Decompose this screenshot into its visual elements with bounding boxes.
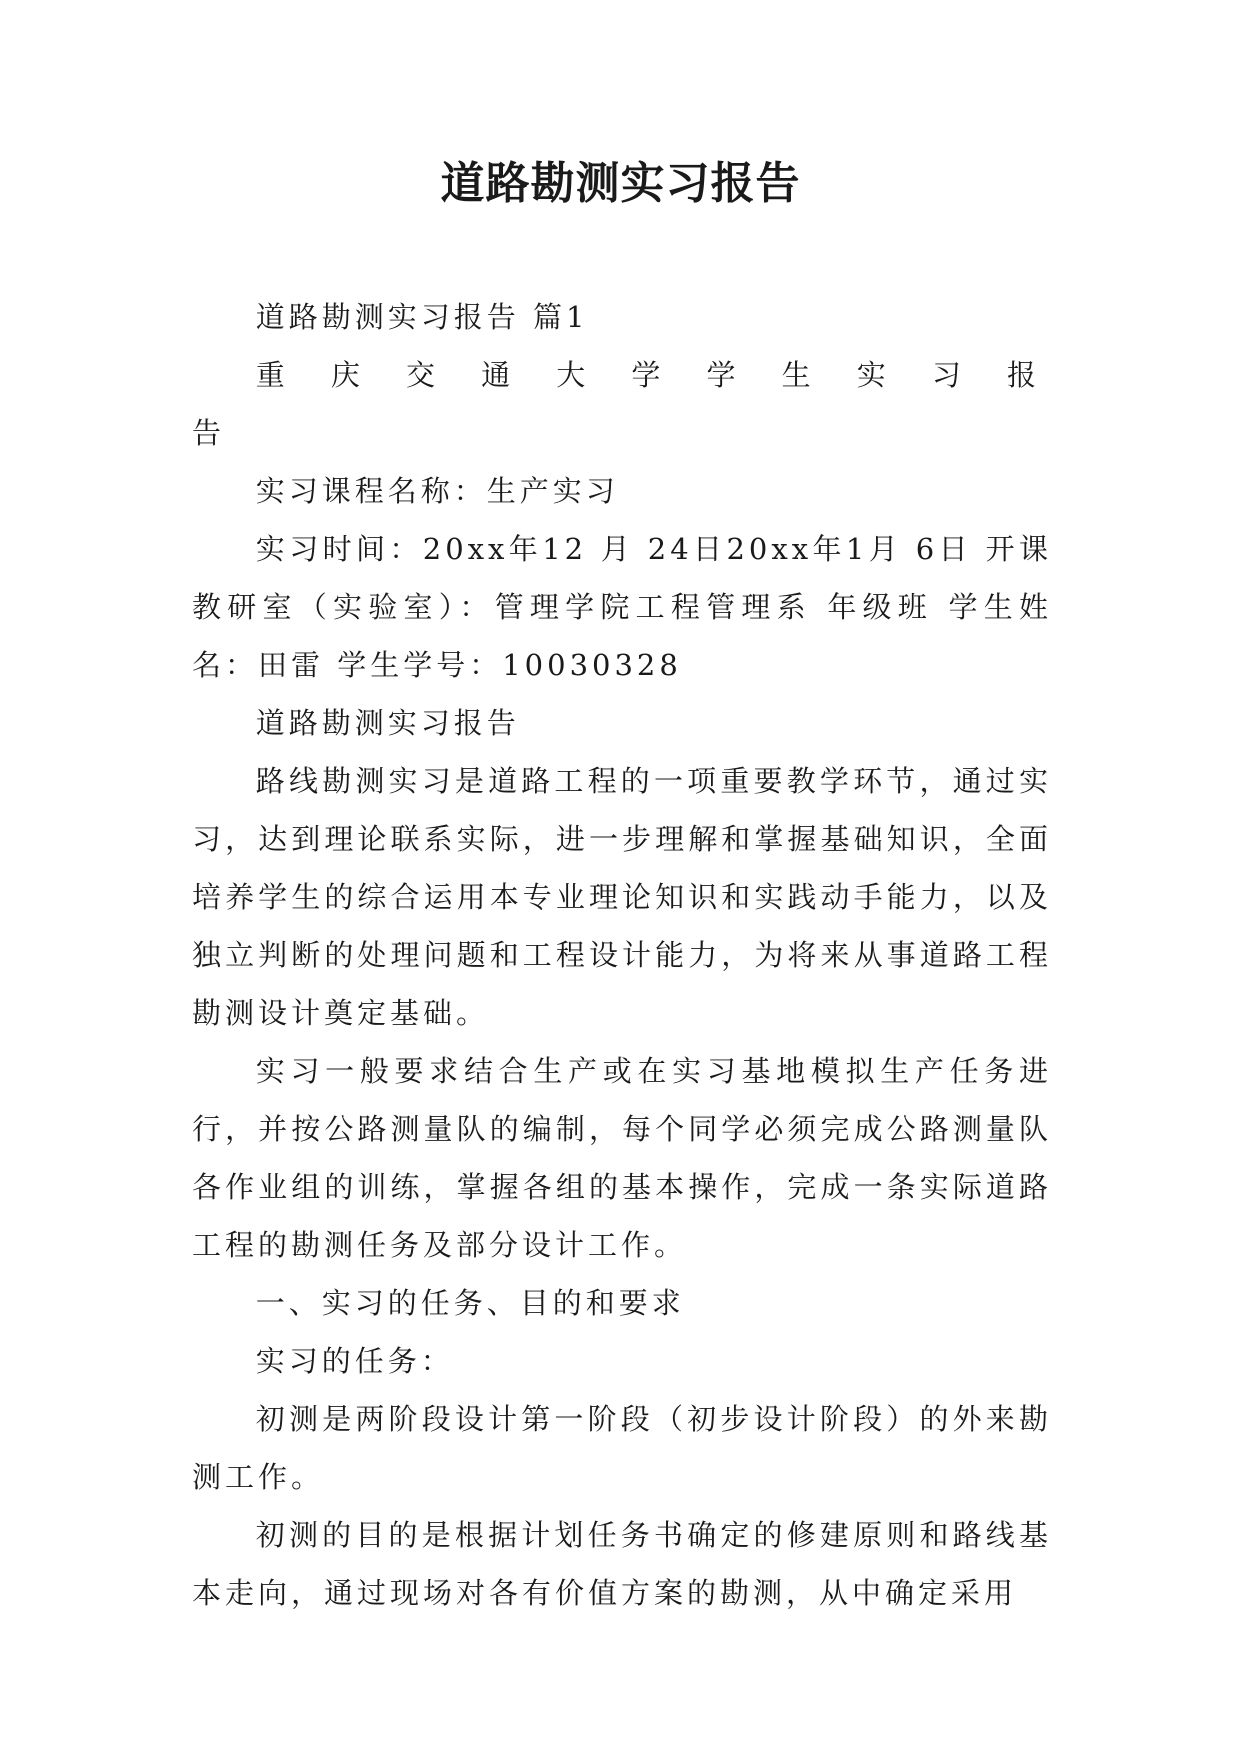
paragraph-course-name: 实习课程名称：生产实习 — [255, 474, 619, 508]
document-title: 道路勘测实习报告 — [440, 158, 801, 209]
paragraph-heading-part1: 道路勘测实习报告 篇1 — [255, 300, 589, 334]
paragraph-survey-purpose: 初测的目的是根据计划任务书确定的修建原则和路线基本走向，通过现场对各有价值方案的勘测，从中确定采用 — [192, 1518, 1052, 1610]
document-body — [192, 288, 1052, 1622]
paragraph-requirements: 实习一般要求结合生产或在实习基地模拟生产任务进行，并按公路测量队的编制，每个同学必须完成公路测量队各作业组的训练，掌握各组的基本操作，完成一条实际道路工程的勘测任务及部分设计工作。 — [192, 1054, 1052, 1262]
paragraph-task-label: 实习的任务： — [255, 1344, 454, 1378]
paragraph-report-subtitle: 道路勘测实习报告 — [255, 706, 520, 740]
paragraph-intro: 路线勘测实习是道路工程的一项重要教学环节，通过实习，达到理论联系实际，进一步理解和掌握基础知识，全面培养学生的综合运用本专业理论知识和实践动手能力，以及独立判断的处理问题和工程设计能力，为将来从事道路工程勘测设计奠定基础。 — [192, 764, 1052, 1030]
paragraph-university-title: 重 庆 交 通 大 学 学 生 实 习 报 告 — [192, 358, 1052, 450]
paragraph-section-heading: 一、实习的任务、目的和要求 — [255, 1286, 685, 1320]
paragraph-initial-survey: 初测是两阶段设计第一阶段（初步设计阶段）的外来勘测工作。 — [192, 1402, 1052, 1494]
paragraph-internship-info: 实习时间：20xx年12 月 24日20xx年1月 6日 开课教研室（实验室）：管理学院工程管理系 年级班 学生姓名：田雷 学生学号：10030328 — [192, 532, 1052, 682]
